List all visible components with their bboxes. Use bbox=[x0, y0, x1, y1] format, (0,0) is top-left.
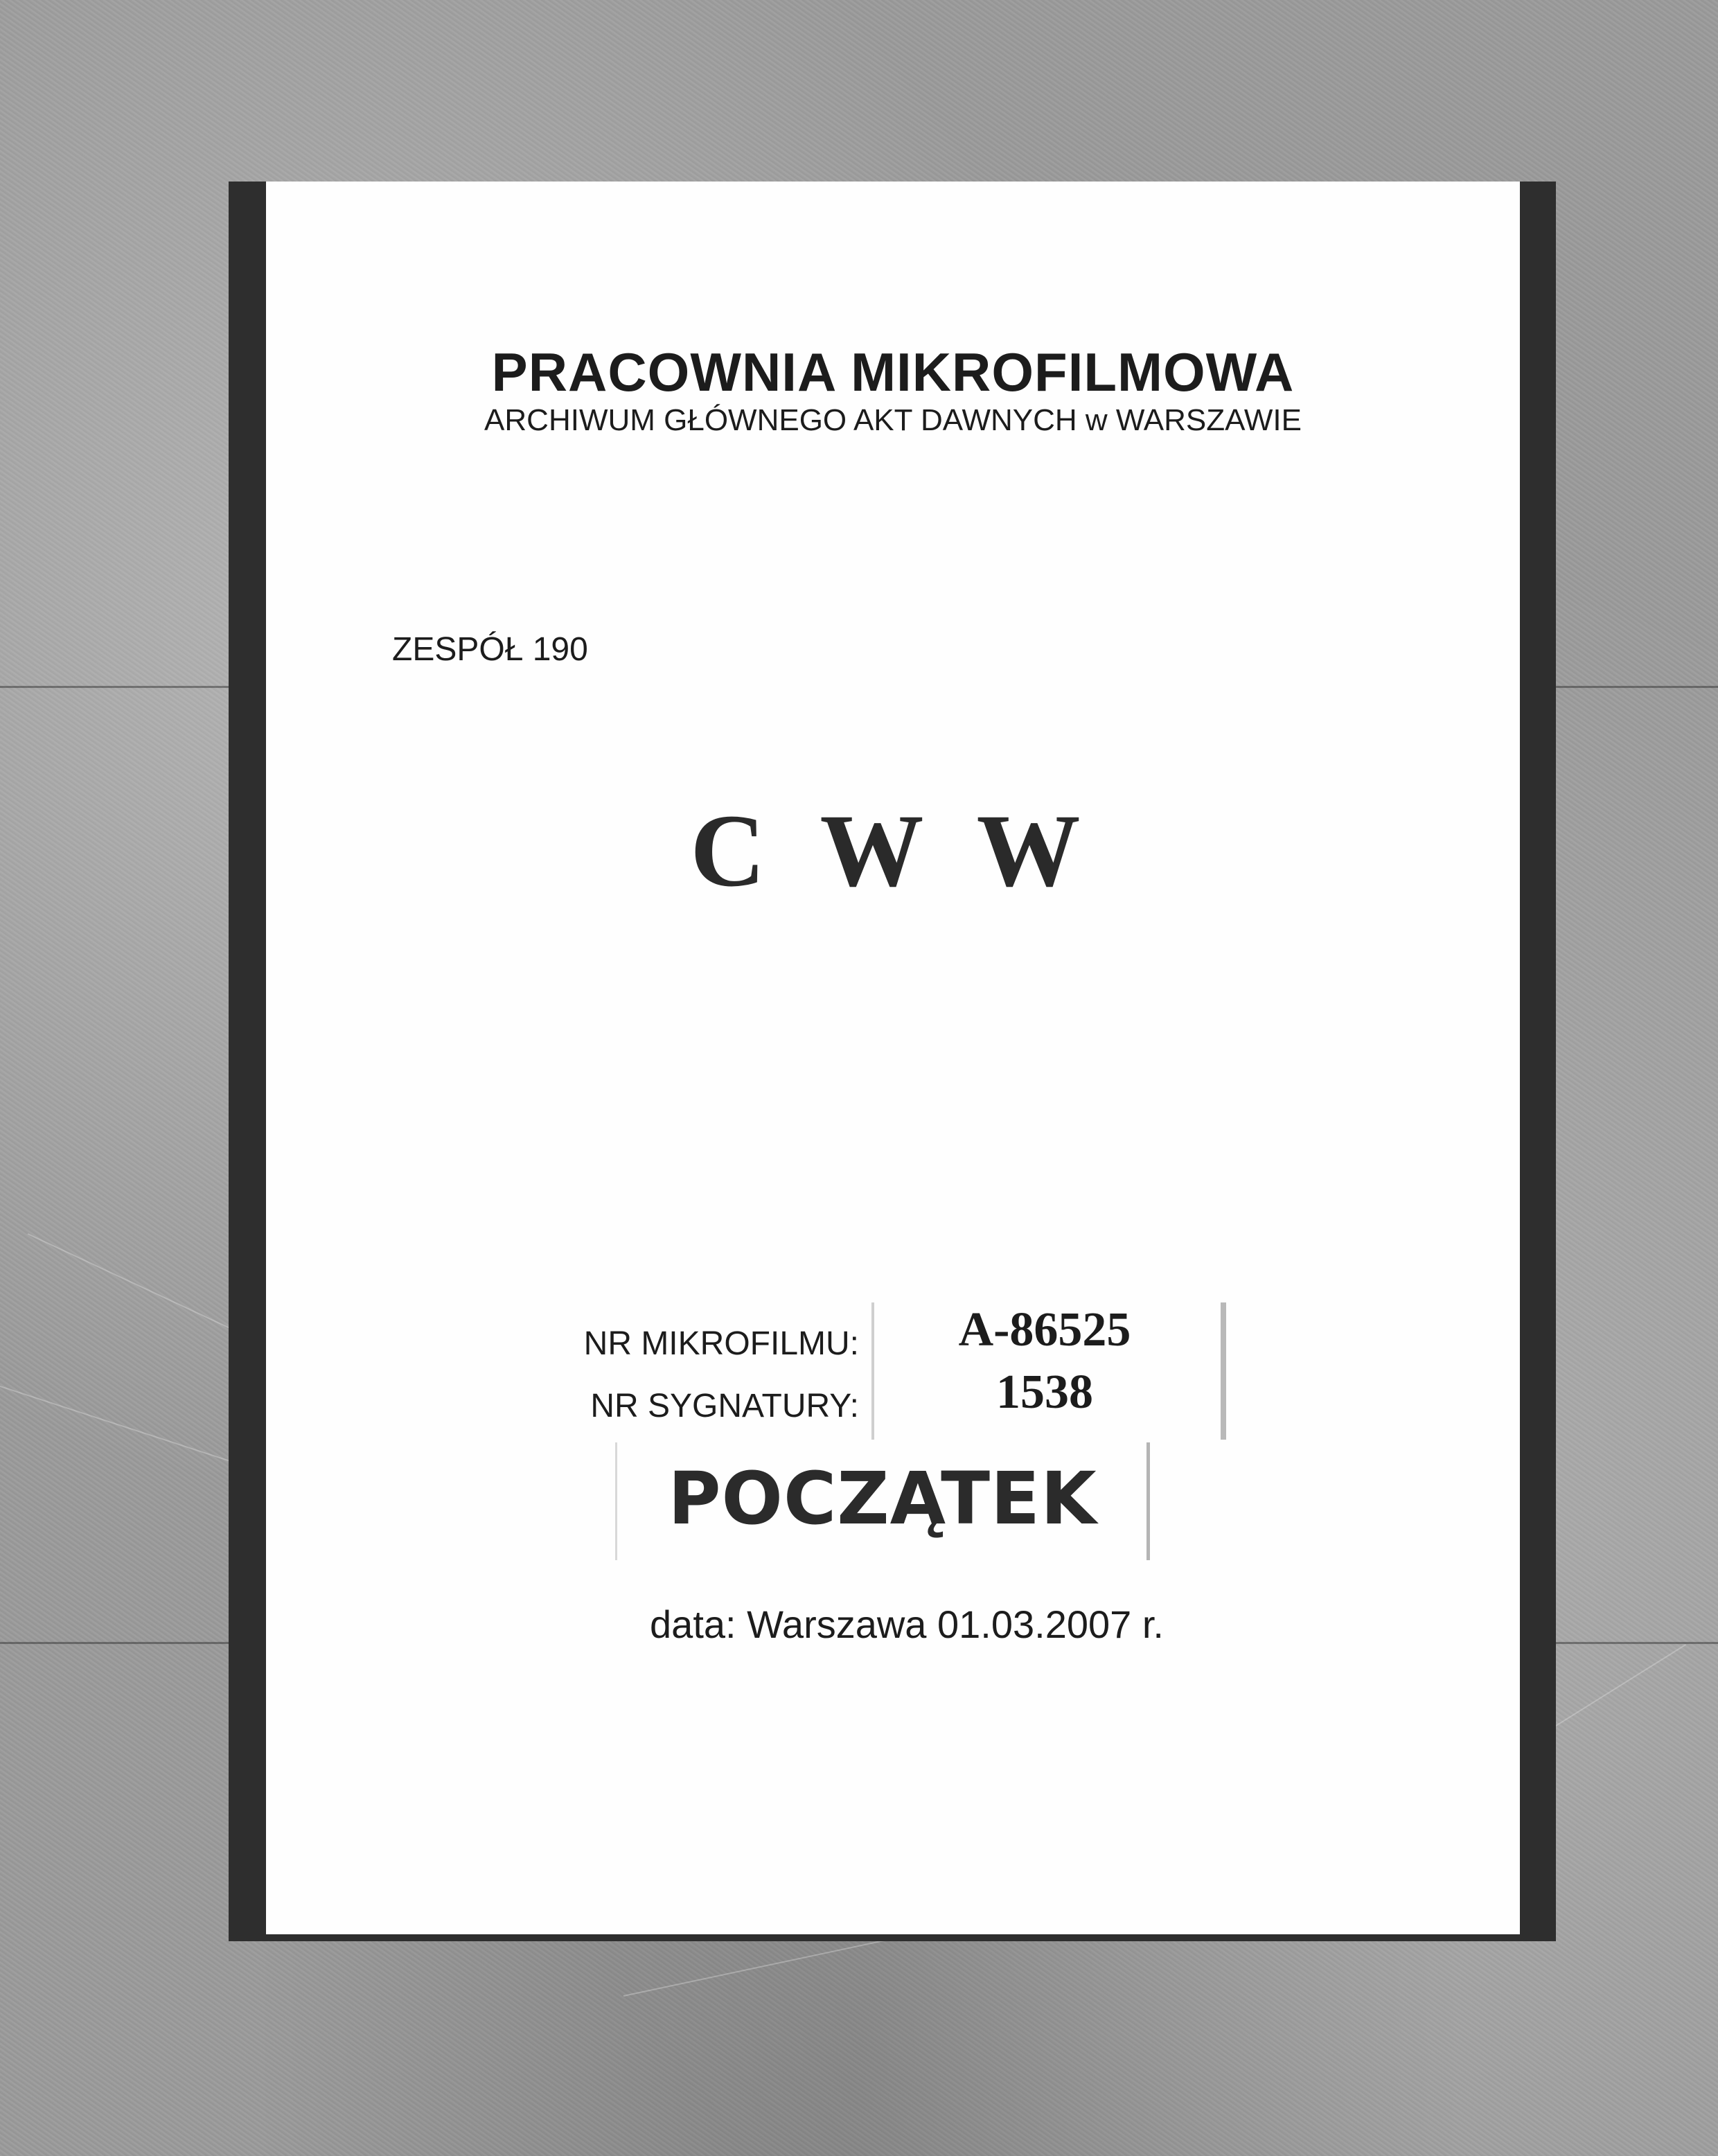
lab-title: PRACOWNIA MIKROFILMOWA bbox=[491, 342, 1295, 403]
microfilm-number-label: NR MIKROFILMU: bbox=[583, 1325, 859, 1362]
collection-name: C W W bbox=[690, 793, 1096, 908]
start-label: POCZĄTEK bbox=[668, 1456, 1097, 1541]
microfilm-number-value: A-86525 bbox=[958, 1303, 1131, 1357]
archive-name: ARCHIWUM GŁÓWNEGO AKT DAWNYCH w WARSZAWIE bbox=[484, 403, 1302, 437]
date-line: data: Warszawa 01.03.2007 r. bbox=[650, 1602, 1164, 1646]
signature-number-label: NR SYGNATURY: bbox=[590, 1388, 859, 1424]
signature-number-value: 1538 bbox=[996, 1366, 1093, 1419]
fonds-number: ZESPÓŁ 190 bbox=[392, 631, 588, 668]
microfilm-target-sheet bbox=[266, 182, 1520, 1934]
